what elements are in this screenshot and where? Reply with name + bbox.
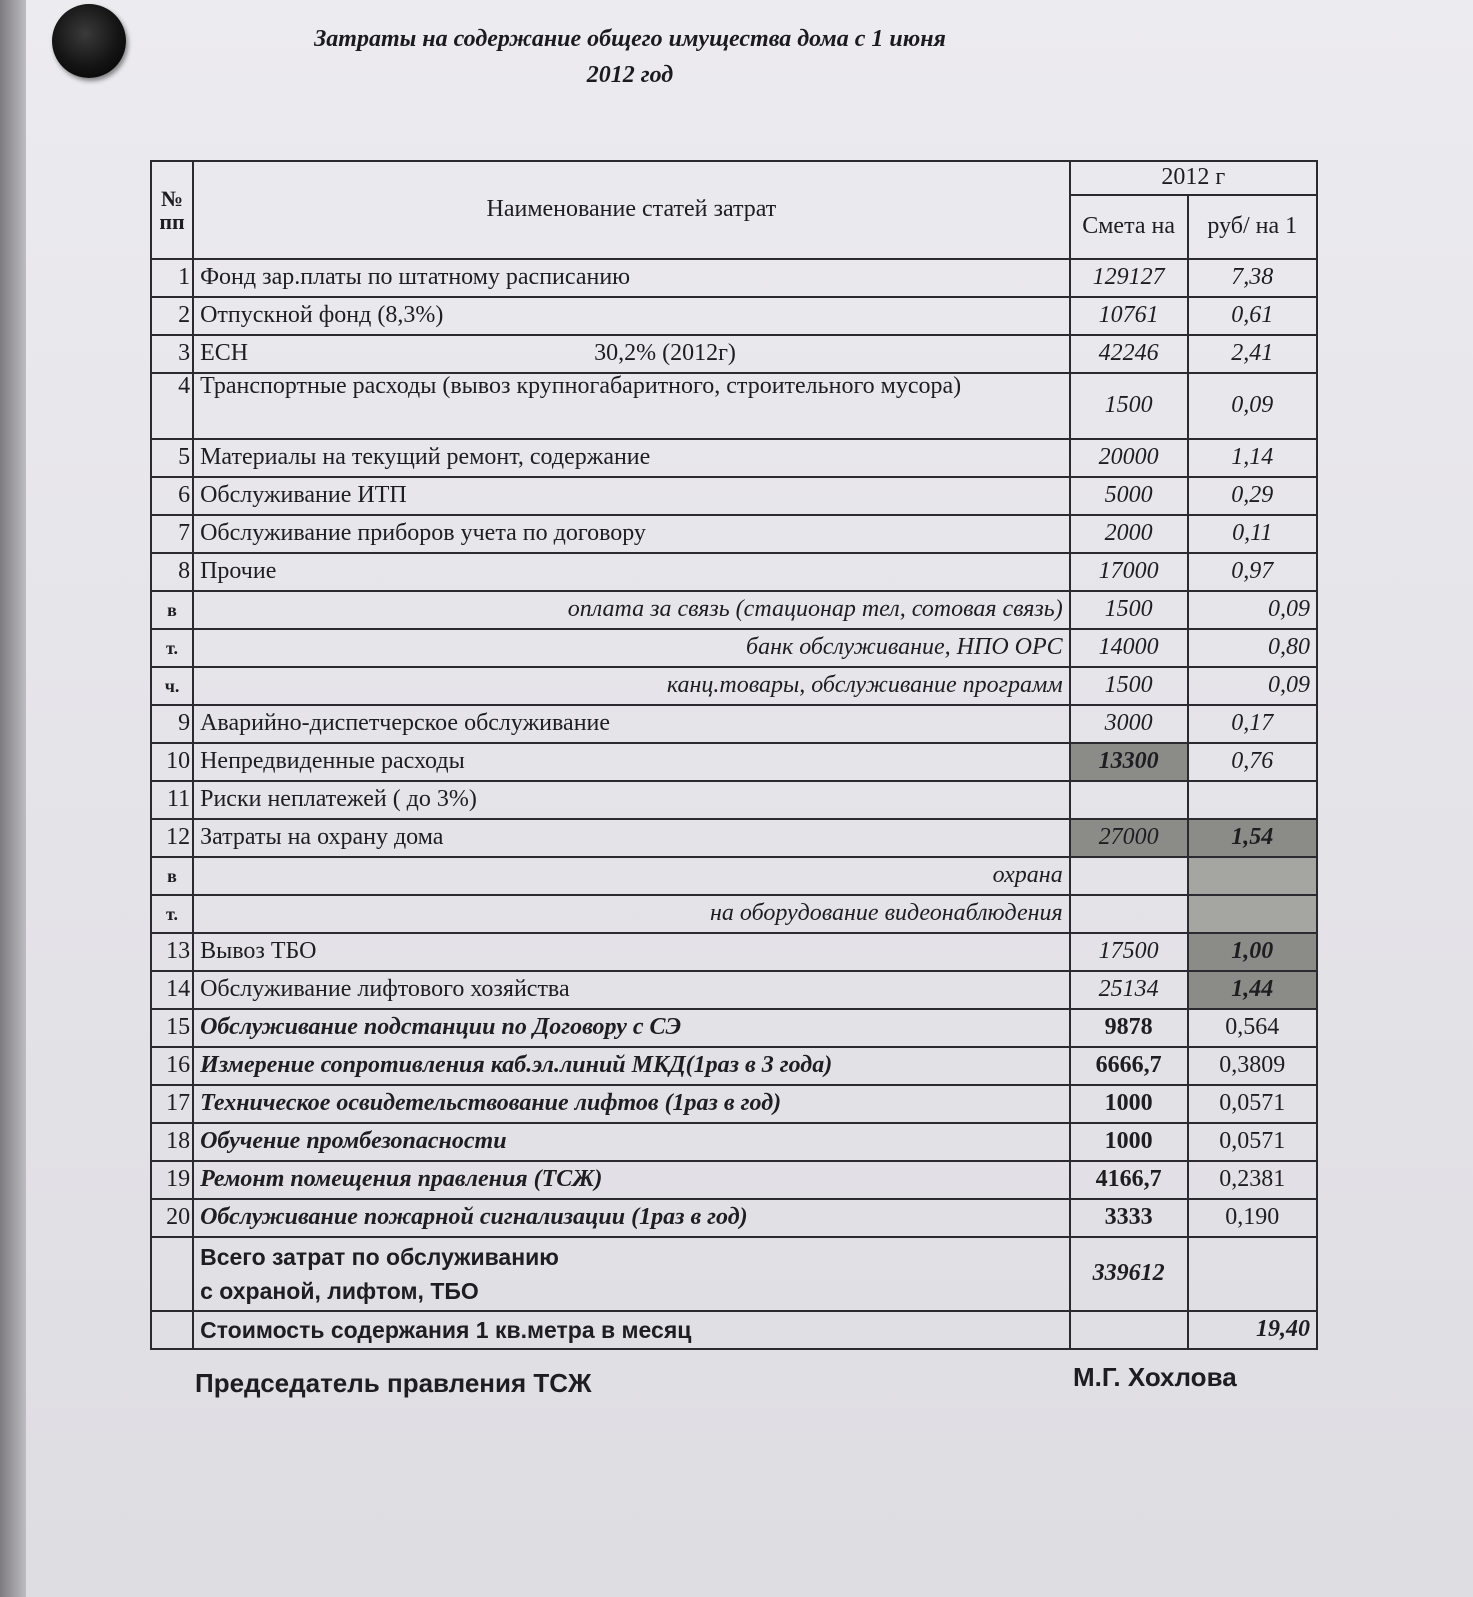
sub-row [151, 629, 1317, 667]
total-sum: 339612 [1070, 1237, 1188, 1311]
row-sum [1070, 781, 1188, 819]
row-name: ЕСН [200, 340, 249, 367]
document-title-year: 2012 год [586, 62, 674, 88]
sub-row-name: охрана [193, 857, 1070, 895]
row-number: 15 [151, 1009, 193, 1047]
sub-row-name: оплата за связь (стационар тел, сотовая связь) [193, 591, 1070, 629]
board-edge [0, 0, 26, 1597]
row-sum: 27000 [1070, 819, 1188, 857]
row-sum: 9878 [1070, 1009, 1188, 1047]
table-row [151, 1161, 1317, 1199]
sub-row-name: на оборудование видеонаблюдения [193, 895, 1070, 933]
row-rate: 0,61 [1188, 297, 1317, 335]
row-name: Риски неплатежей ( до 3%) [193, 781, 1070, 819]
row-name: Измерение сопротивления каб.эл.линий МКД(1раз в 3 года) [193, 1047, 1070, 1085]
sub-label: в [151, 857, 193, 895]
sub-row-sum [1070, 857, 1188, 895]
row-sum: 17500 [1070, 933, 1188, 971]
sub-row [151, 667, 1317, 705]
row-name: Отпускной фонд (8,3%) [193, 297, 1070, 335]
row-number: 11 [151, 781, 193, 819]
row-rate: 0,29 [1188, 477, 1317, 515]
table-row [151, 477, 1317, 515]
table-header-row [151, 161, 1317, 195]
row-rate: 1,14 [1188, 439, 1317, 477]
row-rate [1188, 781, 1317, 819]
row-number: 12 [151, 819, 193, 857]
row-rate: 0,0571 [1188, 1085, 1317, 1123]
table-row [151, 1009, 1317, 1047]
table-row [151, 439, 1317, 477]
row-sum: 4166,7 [1070, 1161, 1188, 1199]
row-rate: 0,564 [1188, 1009, 1317, 1047]
row-name: Обучение промбезопасности [193, 1123, 1070, 1161]
row-number: 14 [151, 971, 193, 1009]
row-number: 1 [151, 259, 193, 297]
row-number: 18 [151, 1123, 193, 1161]
sub-row-sum: 1500 [1070, 591, 1188, 629]
sub-label: в [151, 591, 193, 629]
row-sum: 20000 [1070, 439, 1188, 477]
total-row [151, 1237, 1317, 1311]
total-label-cell [193, 1237, 1070, 1311]
per-sqm-label: Стоимость содержания 1 кв.метра в месяц [193, 1311, 1070, 1349]
row-sum: 13300 [1070, 743, 1188, 781]
per-sqm-sum [1070, 1311, 1188, 1349]
header-estimate: Смета на [1070, 195, 1188, 259]
row-sum: 1000 [1070, 1085, 1188, 1123]
total-rate [1188, 1237, 1317, 1311]
row-name: Аварийно-диспетчерское обслуживание [193, 705, 1070, 743]
table-row [151, 781, 1317, 819]
row-rate: 0,09 [1188, 373, 1317, 439]
sub-row-rate [1188, 895, 1317, 933]
total-blank [151, 1237, 193, 1311]
row-number: 8 [151, 553, 193, 591]
row-rate: 0,11 [1188, 515, 1317, 553]
row-sum: 1500 [1070, 373, 1188, 439]
row-rate: 7,38 [1188, 259, 1317, 297]
row-rate: 0,76 [1188, 743, 1317, 781]
row-sum: 25134 [1070, 971, 1188, 1009]
table-row [151, 1199, 1317, 1237]
sub-row-sum: 14000 [1070, 629, 1188, 667]
row-number: 10 [151, 743, 193, 781]
row-name: Техническое освидетельствование лифтов (1раз в год) [193, 1085, 1070, 1123]
sub-row-name: канц.товары, обслуживание программ [193, 667, 1070, 705]
row-sum: 3000 [1070, 705, 1188, 743]
sub-row [151, 591, 1317, 629]
row-number: 7 [151, 515, 193, 553]
row-name: Обслуживание лифтового хозяйства [193, 971, 1070, 1009]
row-number: 5 [151, 439, 193, 477]
row-name: Фонд зар.платы по штатному расписанию [193, 259, 1070, 297]
row-name: Обслуживание пожарной сигнализации (1раз в год) [193, 1199, 1070, 1237]
table-row [151, 705, 1317, 743]
row-sum: 42246 [1070, 335, 1188, 373]
sub-label: ч. [151, 667, 193, 705]
sub-row [151, 857, 1317, 895]
sub-row-rate: 0,09 [1188, 591, 1317, 629]
row-number: 6 [151, 477, 193, 515]
table-row [151, 819, 1317, 857]
table-row [151, 971, 1317, 1009]
row-number: 16 [151, 1047, 193, 1085]
row-name: Непредвиденные расходы [193, 743, 1070, 781]
table-row [151, 259, 1317, 297]
header-no: № пп [151, 161, 193, 259]
row-sum: 1000 [1070, 1123, 1188, 1161]
row-number: 2 [151, 297, 193, 335]
row-rate: 1,54 [1188, 819, 1317, 857]
row-name: Обслуживание подстанции по Договору с СЭ [193, 1009, 1070, 1047]
row-number: 3 [151, 335, 193, 373]
row-number: 19 [151, 1161, 193, 1199]
sub-row-sum: 1500 [1070, 667, 1188, 705]
row-note: 30,2% (2012г) [594, 340, 736, 367]
row-rate: 0,0571 [1188, 1123, 1317, 1161]
row-number: 17 [151, 1085, 193, 1123]
table-row [151, 1047, 1317, 1085]
sub-row-sum [1070, 895, 1188, 933]
sub-row-rate: 0,09 [1188, 667, 1317, 705]
sub-row-name: банк обслуживание, НПО ОРС [193, 629, 1070, 667]
row-sum: 6666,7 [1070, 1047, 1188, 1085]
row-name: Затраты на охрану дома [193, 819, 1070, 857]
sub-row [151, 895, 1317, 933]
table-row [151, 297, 1317, 335]
sub-label: т. [151, 629, 193, 667]
header-year: 2012 г [1070, 161, 1317, 195]
costs-table [150, 160, 1318, 1350]
table-row [151, 933, 1317, 971]
row-rate: 1,00 [1188, 933, 1317, 971]
row-rate: 0,3809 [1188, 1047, 1317, 1085]
row-rate: 1,44 [1188, 971, 1317, 1009]
row-number: 20 [151, 1199, 193, 1237]
table-row [151, 515, 1317, 553]
row-sum: 17000 [1070, 553, 1188, 591]
table-row [151, 1123, 1317, 1161]
signature-name: М.Г. Хохлова [1073, 1362, 1237, 1392]
row-name: Вывоз ТБО [193, 933, 1070, 971]
row-rate: 2,41 [1188, 335, 1317, 373]
signature-position: Председатель правления ТСЖ [195, 1368, 592, 1398]
row-sum: 2000 [1070, 515, 1188, 553]
row-name: Обслуживание приборов учета по договору [193, 515, 1070, 553]
row-name: Материалы на текущий ремонт, содержание [193, 439, 1070, 477]
per-sqm-row [151, 1311, 1317, 1349]
row-sum: 129127 [1070, 259, 1188, 297]
row-rate: 0,97 [1188, 553, 1317, 591]
magnet-icon [52, 4, 126, 78]
sub-row-rate [1188, 857, 1317, 895]
row-name: Обслуживание ИТП [193, 477, 1070, 515]
row-rate: 0,190 [1188, 1199, 1317, 1237]
per-sqm-blank [151, 1311, 193, 1349]
sub-label: т. [151, 895, 193, 933]
per-sqm-rate: 19,40 [1188, 1311, 1317, 1349]
table-row [151, 553, 1317, 591]
row-name-cell [193, 335, 1070, 373]
row-name: Транспортные расходы (вывоз крупногабаритного, строительного мусора) [193, 373, 1070, 439]
table-row [151, 373, 1317, 439]
table-row [151, 335, 1317, 373]
header-rate: руб/ на 1 [1188, 195, 1317, 259]
total-label-line2: с охраной, лифтом, ТБО [200, 1278, 479, 1304]
row-number: 4 [151, 373, 193, 439]
table-row [151, 743, 1317, 781]
header-name: Наименование статей затрат [193, 161, 1070, 259]
row-name: Прочие [193, 553, 1070, 591]
row-sum: 3333 [1070, 1199, 1188, 1237]
table-row [151, 1085, 1317, 1123]
row-number: 13 [151, 933, 193, 971]
row-rate: 0,17 [1188, 705, 1317, 743]
row-number: 9 [151, 705, 193, 743]
sub-row-rate: 0,80 [1188, 629, 1317, 667]
row-sum: 10761 [1070, 297, 1188, 335]
row-rate: 0,2381 [1188, 1161, 1317, 1199]
total-label-line1: Всего затрат по обслуживанию [200, 1243, 559, 1270]
document-title: Затраты на содержание общего имущества дома с 1 июня [314, 26, 946, 52]
row-sum: 5000 [1070, 477, 1188, 515]
row-name: Ремонт помещения правления (ТСЖ) [193, 1161, 1070, 1199]
